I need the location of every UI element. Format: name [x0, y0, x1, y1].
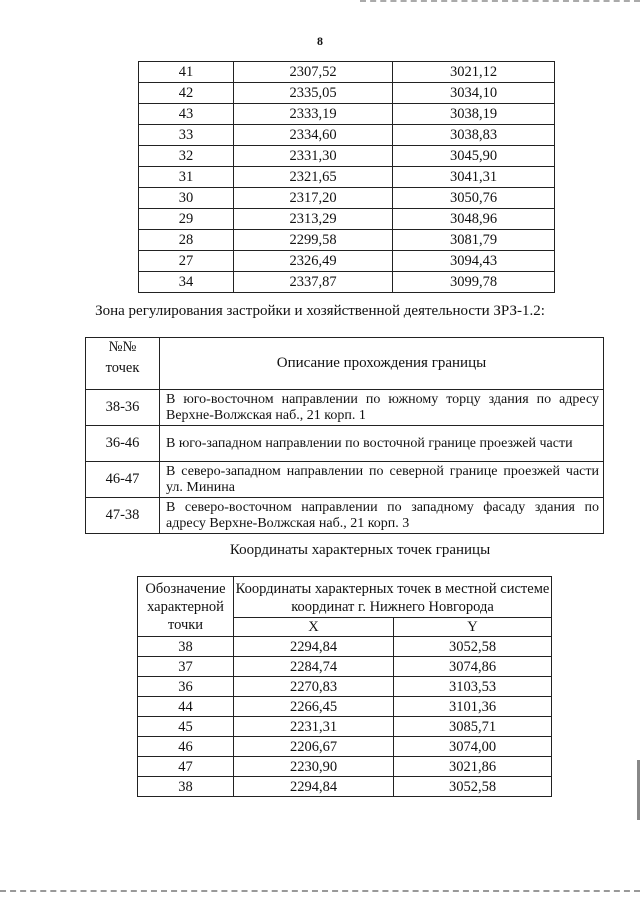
y-value: 3052,58	[394, 777, 552, 797]
y-value: 3048,96	[393, 209, 555, 230]
table-row	[86, 390, 604, 426]
x-value: 2317,20	[234, 188, 393, 209]
y-value: 3021,86	[394, 757, 552, 777]
table-header-row	[138, 577, 552, 618]
table-row	[138, 777, 552, 797]
zone-title: Зона регулирования застройки и хозяйственной деятельности ЗРЗ-1.2:	[95, 303, 545, 319]
x-value: 2266,45	[234, 697, 394, 717]
y-value: 3074,86	[394, 657, 552, 677]
x-value: 2333,19	[234, 104, 393, 125]
header-x: X	[234, 618, 394, 637]
point-id: 38	[138, 637, 234, 657]
boundary-description-table	[85, 337, 604, 534]
table-row	[138, 737, 552, 757]
header-description: Описание прохождения границы	[160, 338, 604, 390]
characteristic-points-table	[137, 576, 552, 797]
x-value: 2206,67	[234, 737, 394, 757]
x-value: 2337,87	[234, 272, 393, 293]
table-row	[138, 657, 552, 677]
boundary-points: 38-36	[86, 390, 160, 426]
x-value: 2321,65	[234, 167, 393, 188]
table-row	[139, 188, 555, 209]
page-number: 8	[317, 34, 323, 48]
point-id: 27	[139, 251, 234, 272]
header-point-designation: Обозначение характерной точки	[138, 577, 234, 637]
table-row	[139, 209, 555, 230]
point-id: 46	[138, 737, 234, 757]
boundary-description: В юго-западном направлении по восточной границе проезжей части	[160, 426, 604, 462]
x-value: 2326,49	[234, 251, 393, 272]
y-value: 3074,00	[394, 737, 552, 757]
table-row	[139, 167, 555, 188]
point-id: 38	[138, 777, 234, 797]
header-y: Y	[394, 618, 552, 637]
table-row	[139, 146, 555, 167]
header-points-line2: точек	[105, 360, 140, 376]
point-id: 44	[138, 697, 234, 717]
coordinates-title: Координаты характерных точек границы	[229, 542, 491, 558]
table-row	[138, 677, 552, 697]
x-value: 2270,83	[234, 677, 394, 697]
y-value: 3081,79	[393, 230, 555, 251]
boundary-description: В юго-восточном направлении по южному торцу здания по адресу Верхне-Волжская наб., 21 корп. 1	[160, 390, 604, 426]
y-value: 3041,31	[393, 167, 555, 188]
table-row	[138, 637, 552, 657]
boundary-points: 36-46	[86, 426, 160, 462]
table-row	[138, 717, 552, 737]
x-value: 2307,52	[234, 62, 393, 83]
point-id: 45	[138, 717, 234, 737]
coordinates-table-continued	[138, 61, 555, 293]
y-value: 3052,58	[394, 637, 552, 657]
scan-edge-top	[360, 0, 640, 4]
point-id: 29	[139, 209, 234, 230]
table-row	[138, 697, 552, 717]
point-id: 42	[139, 83, 234, 104]
table-row	[139, 83, 555, 104]
point-id: 30	[139, 188, 234, 209]
point-id: 34	[139, 272, 234, 293]
y-value: 3038,19	[393, 104, 555, 125]
scan-edge-bottom	[0, 890, 640, 894]
y-value: 3038,83	[393, 125, 555, 146]
y-value: 3021,12	[393, 62, 555, 83]
table-row	[86, 462, 604, 498]
table-row	[139, 230, 555, 251]
table-row	[86, 426, 604, 462]
table-row	[138, 757, 552, 777]
x-value: 2313,29	[234, 209, 393, 230]
x-value: 2334,60	[234, 125, 393, 146]
table-row	[86, 498, 604, 534]
point-id: 28	[139, 230, 234, 251]
point-id: 37	[138, 657, 234, 677]
x-value: 2294,84	[234, 777, 394, 797]
point-id: 33	[139, 125, 234, 146]
x-value: 2284,74	[234, 657, 394, 677]
x-value: 2231,31	[234, 717, 394, 737]
table-row	[139, 104, 555, 125]
point-id: 31	[139, 167, 234, 188]
table-row	[139, 251, 555, 272]
x-value: 2331,30	[234, 146, 393, 167]
point-id: 41	[139, 62, 234, 83]
boundary-points: 46-47	[86, 462, 160, 498]
point-id: 36	[138, 677, 234, 697]
boundary-description: В северо-западном направлении по северной границе проезжей части ул. Минина	[160, 462, 604, 498]
boundary-description: В северо-восточном направлении по западному фасаду здания по адресу Верхне-Волжская наб., 21 корп. 3	[160, 498, 604, 534]
y-value: 3085,71	[394, 717, 552, 737]
y-value: 3034,10	[393, 83, 555, 104]
header-points	[86, 338, 160, 390]
x-value: 2299,58	[234, 230, 393, 251]
x-value: 2230,90	[234, 757, 394, 777]
table-row	[139, 125, 555, 146]
x-value: 2294,84	[234, 637, 394, 657]
point-id: 43	[139, 104, 234, 125]
boundary-points: 47-38	[86, 498, 160, 534]
y-value: 3103,53	[394, 677, 552, 697]
y-value: 3099,78	[393, 272, 555, 293]
point-id: 32	[139, 146, 234, 167]
table-header-row	[86, 338, 604, 390]
table-row	[139, 62, 555, 83]
point-id: 47	[138, 757, 234, 777]
header-coordinates: Координаты характерных точек в местной системе координат г. Нижнего Новгорода	[234, 577, 552, 618]
y-value: 3101,36	[394, 697, 552, 717]
table-row	[139, 272, 555, 293]
header-points-line1: №№	[108, 339, 137, 355]
y-value: 3050,76	[393, 188, 555, 209]
y-value: 3045,90	[393, 146, 555, 167]
x-value: 2335,05	[234, 83, 393, 104]
y-value: 3094,43	[393, 251, 555, 272]
